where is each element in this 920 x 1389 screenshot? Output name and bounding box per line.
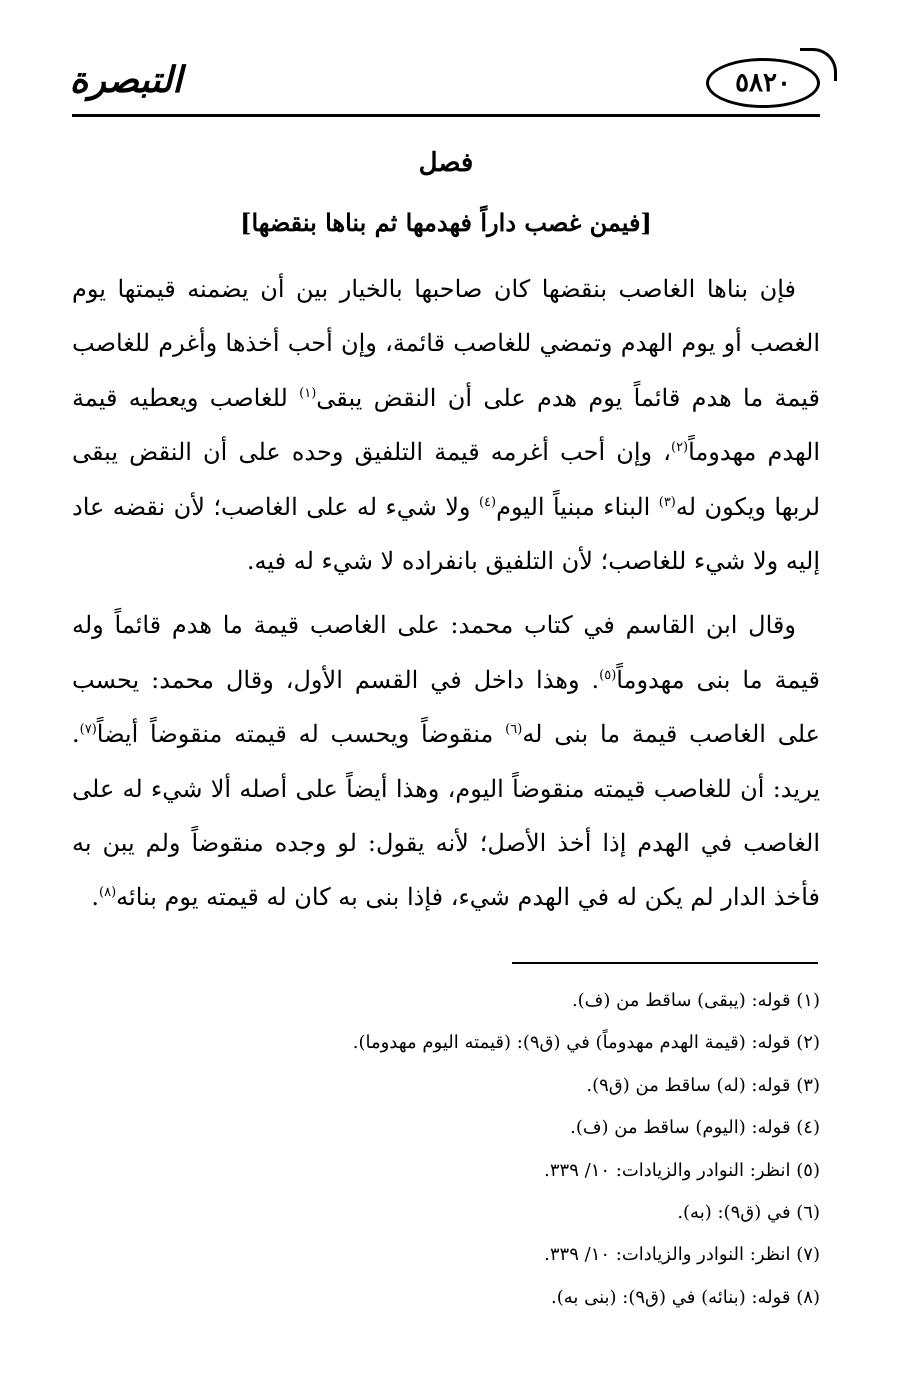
paragraph-text: . وهذا داخل في القسم الأول، وقال محمد: يحسب على الغاصب قيمة ما بنى له: [72, 665, 820, 749]
footnote-8: (٨) قوله: (بنائه) في (ق٩): (بنى به).: [550, 1286, 820, 1308]
footnote-marker: (٧): [79, 722, 97, 738]
footnote-marker: (٦): [505, 722, 523, 738]
paragraph-text: ولا شيء له على الغاصب؛ لأن نقضه عاد إليه ولا شيء للغاصب؛ لأن التلفيق بانفراده لا شيء له فيه.: [72, 492, 820, 576]
paragraph-2: [72, 598, 820, 924]
paragraph-text: فإن بناها الغاصب بنقضها كان صاحبها بالخيار بين أن يضمنه قيمتها يوم الغصب أو يوم الهدم وتمضي للغاصب قائمة، وإن أحب أخذها وأغرم للغاصب قيمة ما هدم قائماً يوم هدم على أن النقض يبقى: [72, 275, 820, 412]
footnote-rule: [512, 962, 818, 964]
paragraph-text: البناء مبنياً اليوم: [496, 492, 659, 521]
footnote-marker: (٥): [599, 667, 617, 683]
footnotes: [72, 986, 820, 1325]
footnote-4: (٤) قوله: (اليوم) ساقط من (ف).: [570, 1117, 820, 1139]
paragraph-text: . يريد: أن للغاصب قيمته منقوضاً اليوم، وهذا أيضاً على أصله ألا شيء له على الغاصب في الهدم إذا أخذ الأصل؛ لأنه يقول: لو وجده منقوضاً ولم يبن به فأخذ الدار لم يكن له في الهدم شيء، فإذا بنى به كان له قيمته يوم بنائه: [72, 720, 820, 912]
footnote-6: (٦) في (ق٩): (به).: [677, 1201, 820, 1223]
footnote-marker: (٤): [478, 494, 497, 510]
footnote-marker: (٨): [99, 885, 117, 901]
footnote-7: (٧) انظر: النوادر والزيادات: ١٠/ ٣٣٩.: [544, 1244, 820, 1266]
section-subheading: [فيمن غصب داراً فهدمها ثم بناها بنقضها]: [240, 208, 652, 237]
paragraph-text: .: [91, 883, 99, 912]
footnote-marker: (٣): [658, 494, 676, 510]
book-title: التبصرة: [69, 59, 183, 101]
header-rule: [72, 114, 820, 117]
page-number: ٥٨٢٠: [706, 58, 820, 108]
paragraph-text: ، وإن أحب أغرمه قيمة التلفيق وحده على أن النقض يبقى لربها ويكون له: [72, 438, 821, 521]
footnote-2: (٢) قوله: (قيمة الهدم مهدوماً) في (ق٩): (قيمته اليوم مهدوما).: [352, 1032, 820, 1054]
paragraph-text: وقال ابن القاسم في كتاب محمد: على الغاصب قيمة ما هدم قائماً وله قيمة ما بنى مهدوماً: [72, 611, 820, 694]
paragraph-text: منقوضاً ويحسب له قيمته منقوضاً أيضاً: [96, 720, 506, 749]
footnote-3: (٣) قوله: (له) ساقط من (ق٩).: [586, 1074, 820, 1096]
footnote-marker: (١): [299, 385, 317, 401]
footnote-1: (١) قوله: (يبقى) ساقط من (ف).: [571, 990, 820, 1011]
footnote-marker: (٢): [670, 440, 689, 456]
paragraph-1: [72, 262, 820, 588]
section-heading: فصل: [418, 148, 474, 178]
footnote-5: (٥) انظر: النوادر والزيادات: ١٠/ ٣٣٩.: [544, 1159, 820, 1181]
paragraph-text: للغاصب ويعطيه قيمة الهدم مهدوماً: [72, 383, 821, 467]
body-text: [72, 262, 820, 925]
